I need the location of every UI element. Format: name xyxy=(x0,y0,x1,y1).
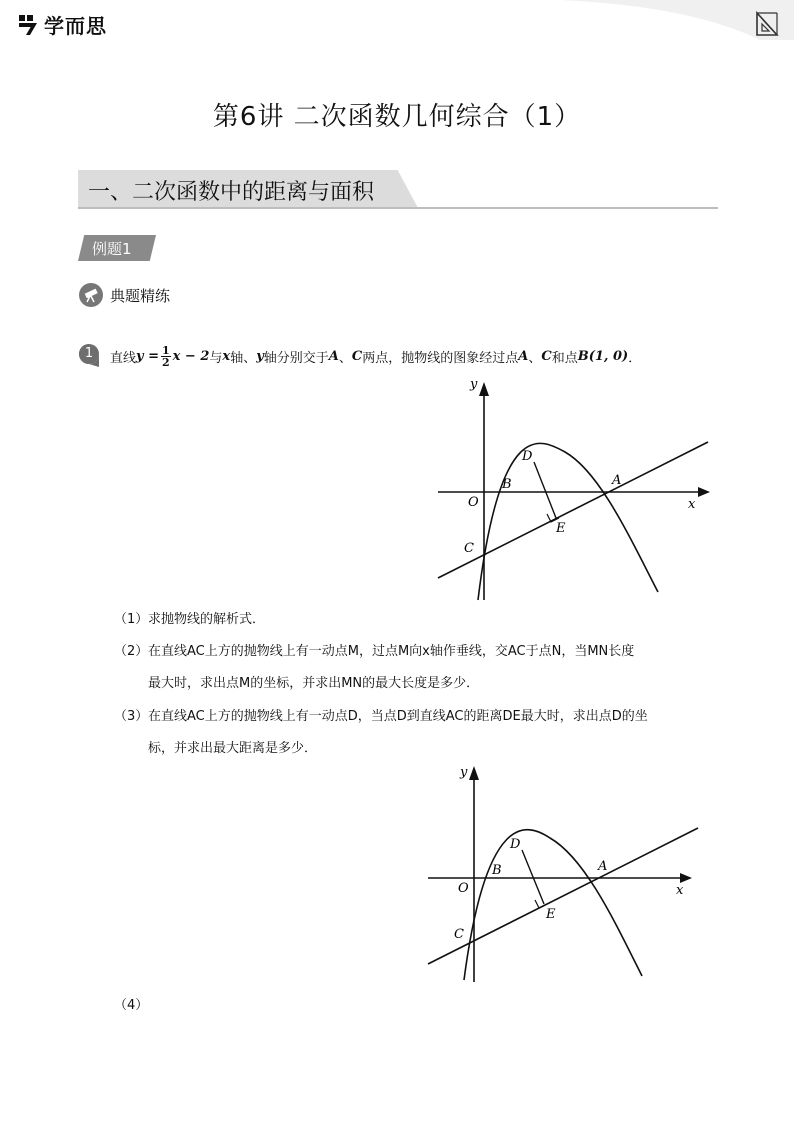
subquestion-text: 在直线AC上方的抛物线上有一动点M，过点M向x轴作垂线，交AC于点N，当MN长度 xyxy=(148,644,635,659)
stem-text: 轴分别交于 xyxy=(263,351,329,366)
subquestion-label: （2） xyxy=(114,644,149,659)
label-c: C xyxy=(464,541,474,556)
label-a: A xyxy=(612,473,622,488)
fraction-numerator: 1 xyxy=(162,344,170,357)
x-axis-arrow xyxy=(698,487,710,497)
stem-math: B(1, 0) xyxy=(577,349,629,364)
question-number-badge xyxy=(78,343,104,369)
stem-text: 轴、 xyxy=(230,351,257,366)
y-axis-arrow xyxy=(469,766,479,780)
telescope-icon xyxy=(78,282,104,308)
segment-de xyxy=(522,850,544,904)
stem-math: C xyxy=(351,349,363,364)
parabola-figure-2 xyxy=(420,762,710,984)
label-d: D xyxy=(510,837,521,852)
question-number: 1 xyxy=(84,346,94,361)
label-x: x xyxy=(688,497,696,512)
header-swoosh xyxy=(0,0,794,40)
subquestion-1 xyxy=(114,608,265,627)
stem-text: 直线 xyxy=(110,351,137,366)
stem-text: ． xyxy=(628,351,642,366)
brand-name: 学而思 xyxy=(44,14,107,38)
stem-math: C xyxy=(541,349,552,364)
label-o: O xyxy=(458,881,469,896)
subquestion-2 xyxy=(114,640,634,659)
practice-label: 典题精练 xyxy=(110,286,171,305)
subquestion-text: 标，并求出最大距离是多少． xyxy=(148,741,318,756)
practice-heading xyxy=(78,282,170,308)
label-b: B xyxy=(492,863,502,878)
section-heading xyxy=(78,170,718,210)
subquestion-4 xyxy=(114,994,148,1013)
example-tag xyxy=(78,235,156,261)
label-o: O xyxy=(468,495,479,510)
label-a: A xyxy=(598,859,608,874)
label-c: C xyxy=(454,927,464,942)
subquestion-3-cont xyxy=(148,737,317,756)
stem-math: y xyxy=(256,349,264,364)
line-ac xyxy=(438,442,708,578)
subquestion-text: 求抛物线的解析式． xyxy=(148,612,266,627)
subquestion-label: （3） xyxy=(114,709,149,724)
segment-de xyxy=(534,462,556,518)
section-title: 一、二次函数中的距离与面积 xyxy=(88,180,375,205)
label-y: y xyxy=(460,765,468,780)
stem-math: x xyxy=(222,349,231,364)
subquestion-label: （1） xyxy=(114,612,149,627)
x-axis-arrow xyxy=(680,873,692,883)
label-y: y xyxy=(470,378,478,392)
subquestion-label: （4） xyxy=(114,998,149,1013)
stem-text: 、 xyxy=(528,351,542,366)
parabola-curve xyxy=(464,830,642,980)
stem-math: y = xyxy=(136,349,159,364)
subquestion-text: 在直线AC上方的抛物线上有一动点D，当点D到直线AC的距离DE最大时，求出点D的坐 xyxy=(148,709,648,724)
subquestion-3 xyxy=(114,705,648,724)
label-d: D xyxy=(522,449,533,464)
example-tag-label: 例题1 xyxy=(92,240,132,258)
y-axis-arrow xyxy=(479,382,489,396)
subquestion-text: 最大时，求出点M的坐标，并求出MN的最大长度是多少． xyxy=(148,676,480,691)
label-x: x xyxy=(676,883,684,898)
ruler-triangle-icon xyxy=(754,10,780,38)
label-e: E xyxy=(556,521,566,536)
parabola-figure-1 xyxy=(430,378,720,603)
page-title: 第6讲 二次函数几何综合（1） xyxy=(212,102,582,132)
stem-text: 、 xyxy=(338,351,352,366)
stem-text: 和点 xyxy=(551,351,578,366)
stem-text: 两点，抛物线的图象经过点 xyxy=(362,351,519,366)
subquestion-2-cont xyxy=(148,672,479,691)
fraction-denominator: 2 xyxy=(162,356,170,369)
stem-math: A xyxy=(518,349,529,364)
stem-math: x − 2 xyxy=(172,349,210,364)
parabola-curve xyxy=(478,443,658,600)
question-stem xyxy=(110,345,641,368)
stem-math: A xyxy=(328,349,339,364)
label-e: E xyxy=(546,907,556,922)
fraction xyxy=(161,345,171,368)
label-b: B xyxy=(502,477,512,492)
stem-text: 与 xyxy=(209,351,223,366)
